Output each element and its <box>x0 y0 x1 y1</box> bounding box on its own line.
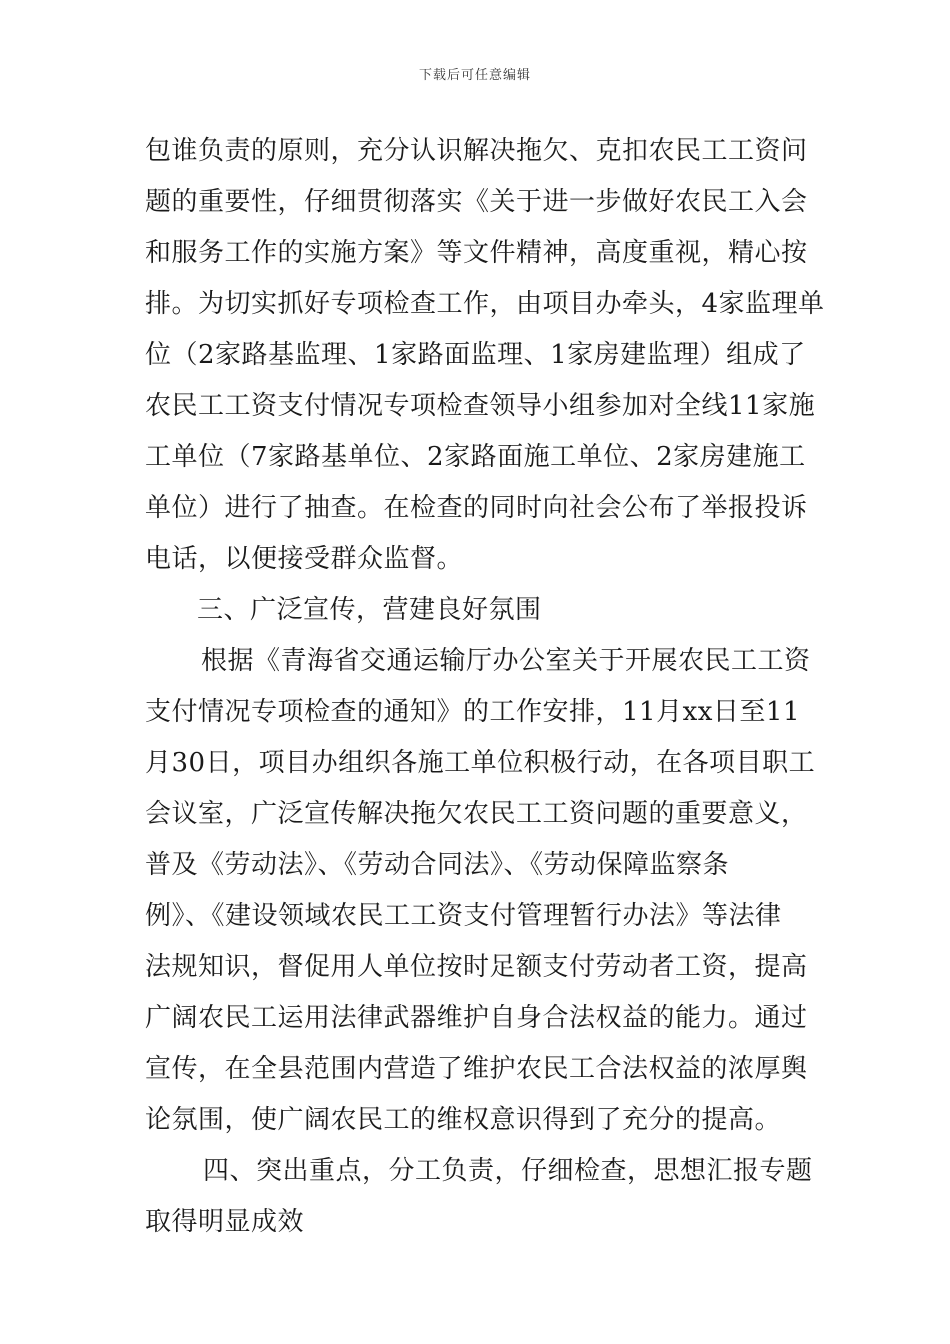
document-body <box>145 126 825 1248</box>
text-line: 论氛围，使广阔农民工的维权意识得到了充分的提高。 <box>145 1105 782 1135</box>
section-heading-continued: 取得明显成效 <box>145 1207 305 1237</box>
text-line: 工单位（7家路基单位、2家路面施工单位、2家房建施工 <box>145 442 806 472</box>
text-line: 包谁负责的原则，充分认识解决拖欠、克扣农民工工资问 <box>145 136 808 166</box>
text-line: 农民工工资支付情况专项检查领导小组参加对全线11家施 <box>145 391 816 421</box>
page-header: 下载后可任意编辑 <box>418 68 531 83</box>
text-line: 例》、《建设领域农民工工资支付管理暂行办法》等法律 <box>145 901 782 931</box>
text-line: 广阔农民工运用法律武器维护自身合法权益的能力。通过 <box>145 1003 808 1033</box>
section-heading: 四、突出重点，分工负责，仔细检查，思想汇报专题 <box>203 1156 813 1186</box>
text-line: 和服务工作的实施方案》等文件精神，高度重视，精心按 <box>145 238 808 268</box>
text-line: 宣传，在全县范围内营造了维护农民工合法权益的浓厚舆 <box>145 1054 808 1084</box>
text-line: 排。为切实抓好专项检查工作，由项目办牵头，4家监理单 <box>145 289 825 319</box>
text-line: 法规知识，督促用人单位按时足额支付劳动者工资，提高 <box>145 952 808 982</box>
text-line: 月30日，项目办组织各施工单位积极行动，在各项目职工 <box>145 748 816 778</box>
text-line: 单位）进行了抽查。在检查的同时向社会公布了举报投诉 <box>145 493 808 523</box>
text-line: 位（2家路基监理、1家路面监理、1家房建监理）组成了 <box>145 340 806 370</box>
text-line: 题的重要性，仔细贯彻落实《关于进一步做好农民工入会 <box>145 187 808 217</box>
section-heading: 三、广泛宣传，营建良好氛围 <box>197 595 542 625</box>
text-line: 电话，以便接受群众监督。 <box>145 544 464 574</box>
text-line: 会议室，广泛宣传解决拖欠农民工工资问题的重要意义， <box>145 799 808 829</box>
text-line: 根据《青海省交通运输厅办公室关于开展农民工工资 <box>201 646 811 676</box>
text-line: 普及《劳动法》、《劳动合同法》、《劳动保障监察条 <box>145 850 730 880</box>
text-line: 支付情况专项检查的通知》的工作安排，11月xx日至11 <box>145 697 800 727</box>
